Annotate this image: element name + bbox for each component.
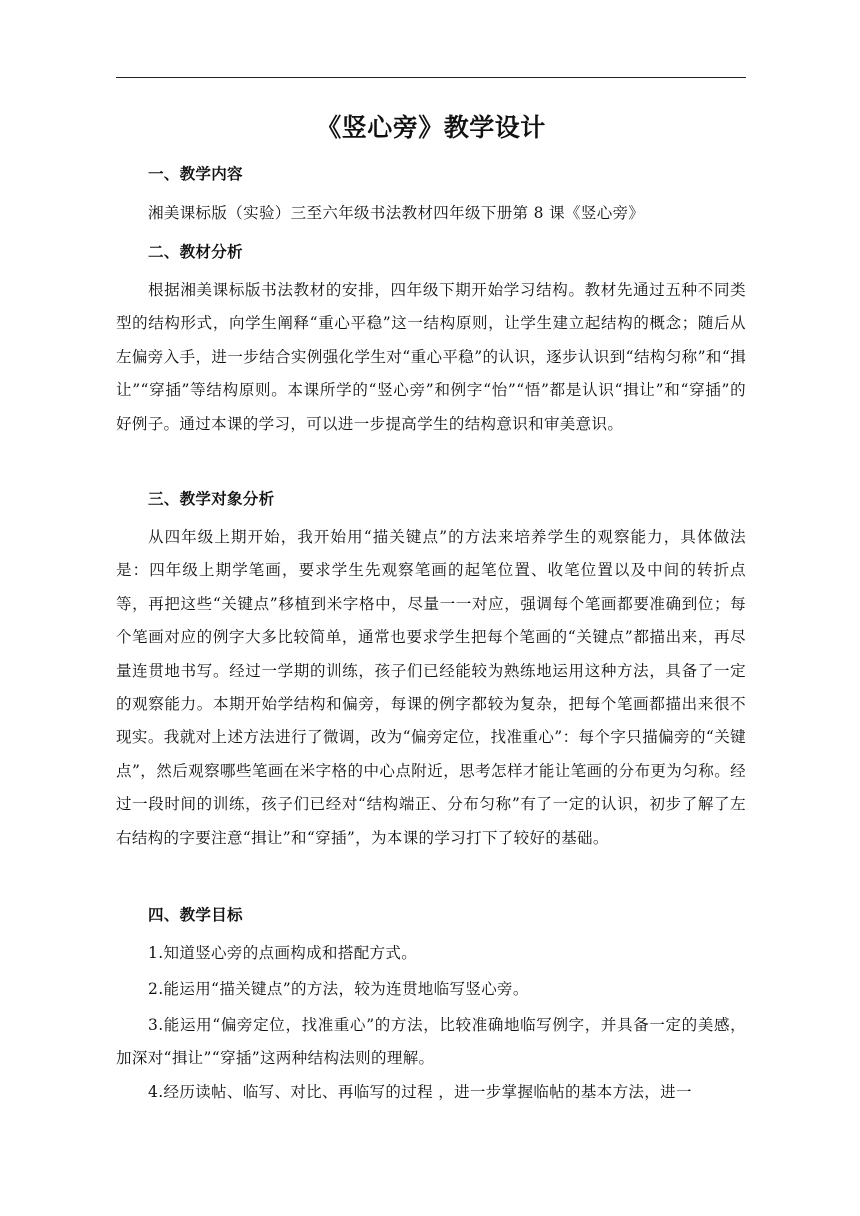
section-heading-textbook-analysis: 二、教材分析 xyxy=(148,243,243,261)
section-heading-teaching-content: 一、教学内容 xyxy=(148,165,243,183)
goal-item: 1.知道竖心旁的点画构成和搭配方式。 xyxy=(148,944,418,962)
goal-item: 4.经历读帖、临写、对比、再临写的过程 ，进一步掌握临帖的基本方法，进一 xyxy=(148,1083,692,1101)
document-title: 《竖心旁》教学设计 xyxy=(316,113,546,142)
section-heading-teaching-goals: 四、教学目标 xyxy=(148,906,243,924)
section-body-teaching-content: 湘美课标版（实验）三至六年级书法教材四年级下册第 8 课《竖心旁》 xyxy=(148,204,645,222)
section-body-textbook-analysis: 根据湘美课标版书法教材的安排，四年级下期开始学习结构。教材先通过五种不同类型的结构形式，向学生阐释“重心平稳”这一结构原则，让学生建立起结构的概念；随后从左偏旁入手，进一步结合实例强化学生对“重心平稳”的认识，逐步认识到“结构匀称”和“揖让”“穿插”等结构原则。本课所学的“竖心旁”和例字“怡”“悟”都是认识“揖让”和“穿插”的好例子。通过本课的学习，可以进一步提高学生的结构意识和审美意识。 xyxy=(116,281,746,433)
header-rule xyxy=(116,77,746,78)
goal-item: 3.能运用“偏旁定位，找准重心”的方法，比较准确地临写例字，并具备一定的美感，加深对“揖让”“穿插”这两种结构法则的理解。 xyxy=(116,1016,746,1068)
section-heading-student-analysis: 三、教学对象分析 xyxy=(148,490,275,508)
section-body-student-analysis: 从四年级上期开始，我开始用“描关键点”的方法来培养学生的观察能力，具体做法是：四年级上期学笔画，要求学生先观察笔画的起笔位置、收笔位置以及中间的转折点等，再把这些“关键点”移植到米字格中，尽量一一对应，强调每个笔画都要准确到位；每个笔画对应的例字大多比较简单，通常也要求学生把每个笔画的“关键点”都描出来，再尽量连贯地书写。经过一学期的训练，孩子们已经能较为熟练地运用这种方法，具备了一定的观察能力。本期开始学结构和偏旁，每课的例字都较为复杂，把每个笔画都描出来很不现实。我就对上述方法进行了微调，改为“偏旁定位，找准重心”：每个字只描偏旁的“关键点”，然后观察哪些笔画在米字格的中心点附近，思考怎样才能让笔画的分布更为匀称。经过一段时间的训练，孩子们已经对“结构端正、分布匀称”有了一定的认识，初步了解了左右结构的字要注意“揖让”和“穿插”，为本课的学习打下了较好的基础。 xyxy=(116,528,746,847)
goal-item: 2.能运用“描关键点”的方法，较为连贯地临写竖心旁。 xyxy=(148,980,529,998)
